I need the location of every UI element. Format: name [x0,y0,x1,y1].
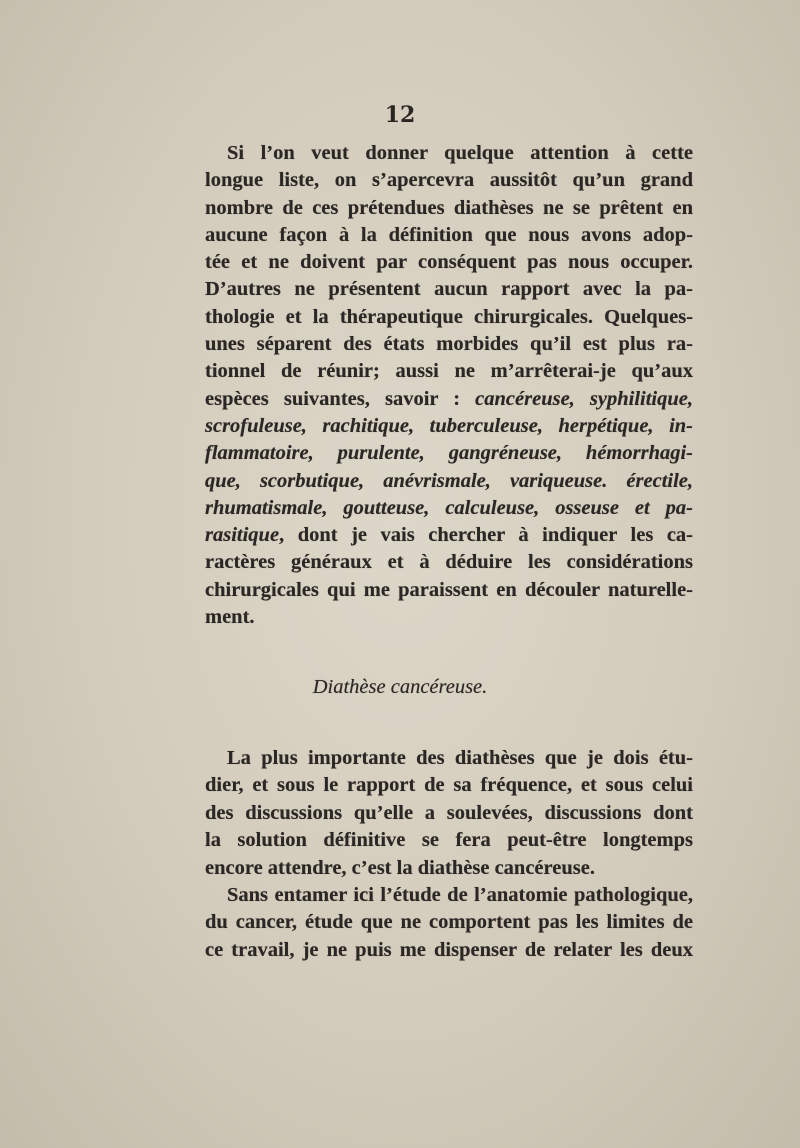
text-line: encore attendre, c’est la diathèse cancéreuse. [205,856,595,879]
text-line: tionnel de réunir; aussi ne m’arrêterai-je qu’aux [205,360,693,383]
italic-term-list: que, scorbutique, anévrismale, variqueuse. érectile, [205,469,693,492]
text-line: La plus importante des diathèses que je dois étu- [227,747,693,769]
text-line: nombre de ces prétendues diathèses ne se prêtent en [205,196,693,219]
text-line: Si l’on veut donner quelque attention à cette [227,142,693,164]
text-line: du cancer, étude que ne comportent pas les limites de [205,911,693,934]
italic-term-list: rhumatismale, goutteuse, calculeuse, osseuse et pa- [205,496,693,519]
paragraph-cancer-diathesis [205,745,693,965]
text-line: chirurgicales qui me paraissent en découler naturelle- [205,578,693,601]
text-line: D’autres ne présentent aucun rapport avec la pa- [205,278,693,301]
text-segment: espèces suivantes, savoir : [205,387,476,410]
italic-term-list: rasitique [205,524,280,547]
text-line: longue liste, on s’apercevra aussitôt qu’un grand [205,169,693,192]
italic-term-list: flammatoire, purulente, gangréneuse, hémorrhagi- [205,442,693,465]
text-line: Sans entamer ici l’étude de l’anatomie pathologique, [227,883,693,906]
page-number: 12 [384,102,416,128]
text-line: ment. [205,606,255,629]
text-line: des discussions qu’elle a soulevées, discussions dont [205,801,693,824]
paragraph-diathesis-list [205,140,693,631]
text-segment: , dont je vais chercher à indiquer les ca- [279,524,693,547]
text-line: tée et ne doivent par conséquent pas nous occuper. [205,251,693,274]
text-line: ce travail, je ne puis me dispenser de relater les deux [205,938,693,961]
text-line: dier, et sous le rapport de sa fréquence, et sous celui [205,774,693,797]
text-line: thologie et la thérapeutique chirurgicales. Quelques- [205,305,693,328]
section-heading: Diathèse cancéreuse. [312,676,488,698]
text-line: la solution définitive se fera peut-être longtemps [205,829,693,852]
text-line: ractères généraux et à déduire les considérations [205,551,693,574]
italic-term-list: cancéreuse, syphilitique, [475,387,693,410]
text-line: aucune façon à la définition que nous avons adop- [205,223,693,246]
italic-term-list: scrofuleuse, rachitique, tuberculeuse, herpétique, in- [205,414,693,437]
text-line [205,522,693,549]
text-line [205,386,693,413]
text-line: unes séparent des états morbides qu’il est plus ra- [205,333,693,356]
